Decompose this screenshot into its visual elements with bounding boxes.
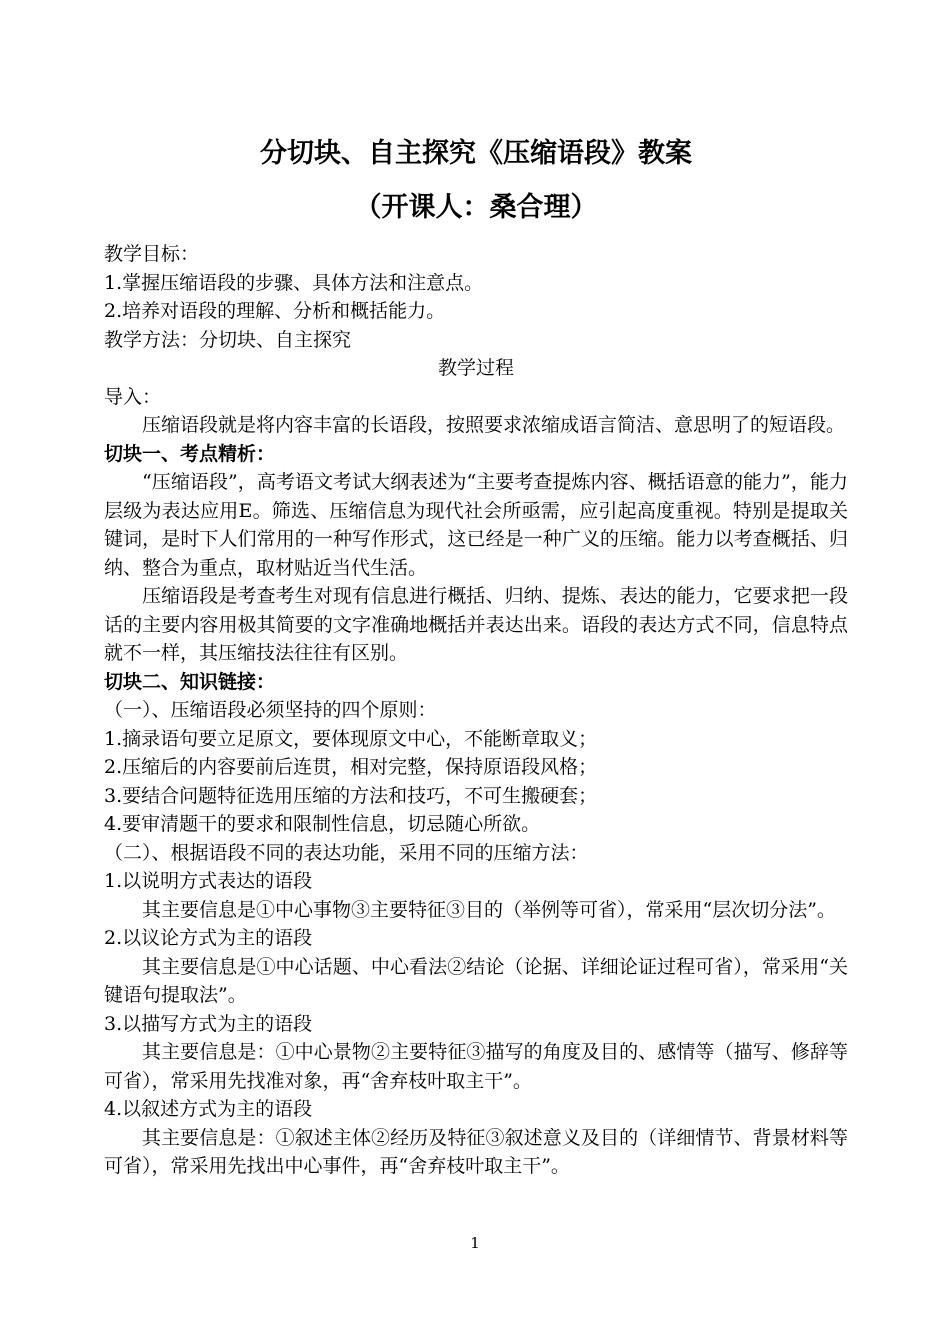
paragraph: 教学目标：	[104, 243, 200, 265]
paragraph: 其主要信息是：①中心景物②主要特征③描写的角度及目的、感情等（描写、修辞等可省），常采用先找准对象，再“舍弃枝叶取主干”。	[104, 1041, 848, 1092]
document-body	[104, 134, 848, 1181]
paragraph: 1.摘录语句要立足原文，要体现原文中心，不能断章取义；	[104, 727, 598, 750]
paragraph: 教学过程	[437, 357, 514, 379]
paragraph: 压缩语段是考查考生对现有信息进行概括、归纳、提炼、表达的能力，它要求把一段话的主要内容用极其简要的文字准确地概括并表达出来。语段的表达方式不同，信息特点就不一样，其压缩技法往往有区别。	[104, 585, 848, 664]
paragraph: 4.要审清题干的要求和限制性信息，切忌随心所欲。	[104, 813, 541, 835]
paragraph: 2.压缩后的内容要前后连贯，相对完整，保持原语段风格；	[104, 756, 598, 778]
section-heading: 切块一、考点精析：	[104, 442, 276, 465]
paragraph: （二）、根据语段不同的表达功能，采用不同的压缩方法：	[104, 841, 589, 864]
paragraph: （一）、压缩语段必须坚持的四个原则：	[104, 699, 437, 721]
paragraph: 2.以议论方式为主的语段	[104, 927, 313, 949]
paragraph: 2.培养对语段的理解、分析和概括能力。	[104, 300, 446, 322]
paragraph: 4.以叙述方式为主的语段	[104, 1098, 313, 1120]
paragraph: 导入：	[104, 385, 162, 408]
paragraph: 其主要信息是：①叙述主体②经历及特征③叙述意义及目的（详细情节、背景材料等可省），常采用先找出中心事件，再“舍弃枝叶取主干”。	[104, 1126, 848, 1177]
paragraph: 教学方法：分切块、自主探究	[104, 328, 352, 351]
paragraph: 3.要结合问题特征选用压缩的方法和技巧，不可生搬硬套；	[104, 784, 598, 807]
document-subtitle: （开课人：桑合理）	[354, 192, 598, 223]
paragraph: 1.以说明方式表达的语段	[104, 870, 313, 892]
paragraph: 3.以描写方式为主的语段	[104, 1012, 313, 1035]
paragraph: “压缩语段”，高考语文考试大纲表述为“主要考查提炼内容、概括语意的能力”，能力层级为表达应用E。筛选、压缩信息为现代社会所亟需，应引起高度重视。特别是提取关键词，是时下人们常用的一种写作形式，这已经是一种广义的压缩。能力以考查概括、归纳、整合为重点，取材贴近当代生活。	[104, 471, 848, 579]
paragraph: 其主要信息是①中心事物③主要特征③目的（举例等可省），常采用“层次切分法”。	[142, 898, 836, 921]
paragraph: 其主要信息是①中心话题、中心看法②结论（论据、详细论证过程可省），常采用“关键语句提取法”。	[104, 955, 848, 1006]
paragraph-list	[104, 240, 848, 1181]
section-heading: 切块二、知识链接：	[104, 670, 276, 693]
page-number: 1	[470, 1234, 480, 1252]
paragraph: 压缩语段就是将内容丰富的长语段，按照要求浓缩成语言简洁、意思明了的短语段。	[142, 414, 846, 436]
paragraph: 1.掌握压缩语段的步骤、具体方法和注意点。	[104, 271, 484, 294]
document-title: 分切块、自主探究《压缩语段》教案	[260, 138, 692, 169]
